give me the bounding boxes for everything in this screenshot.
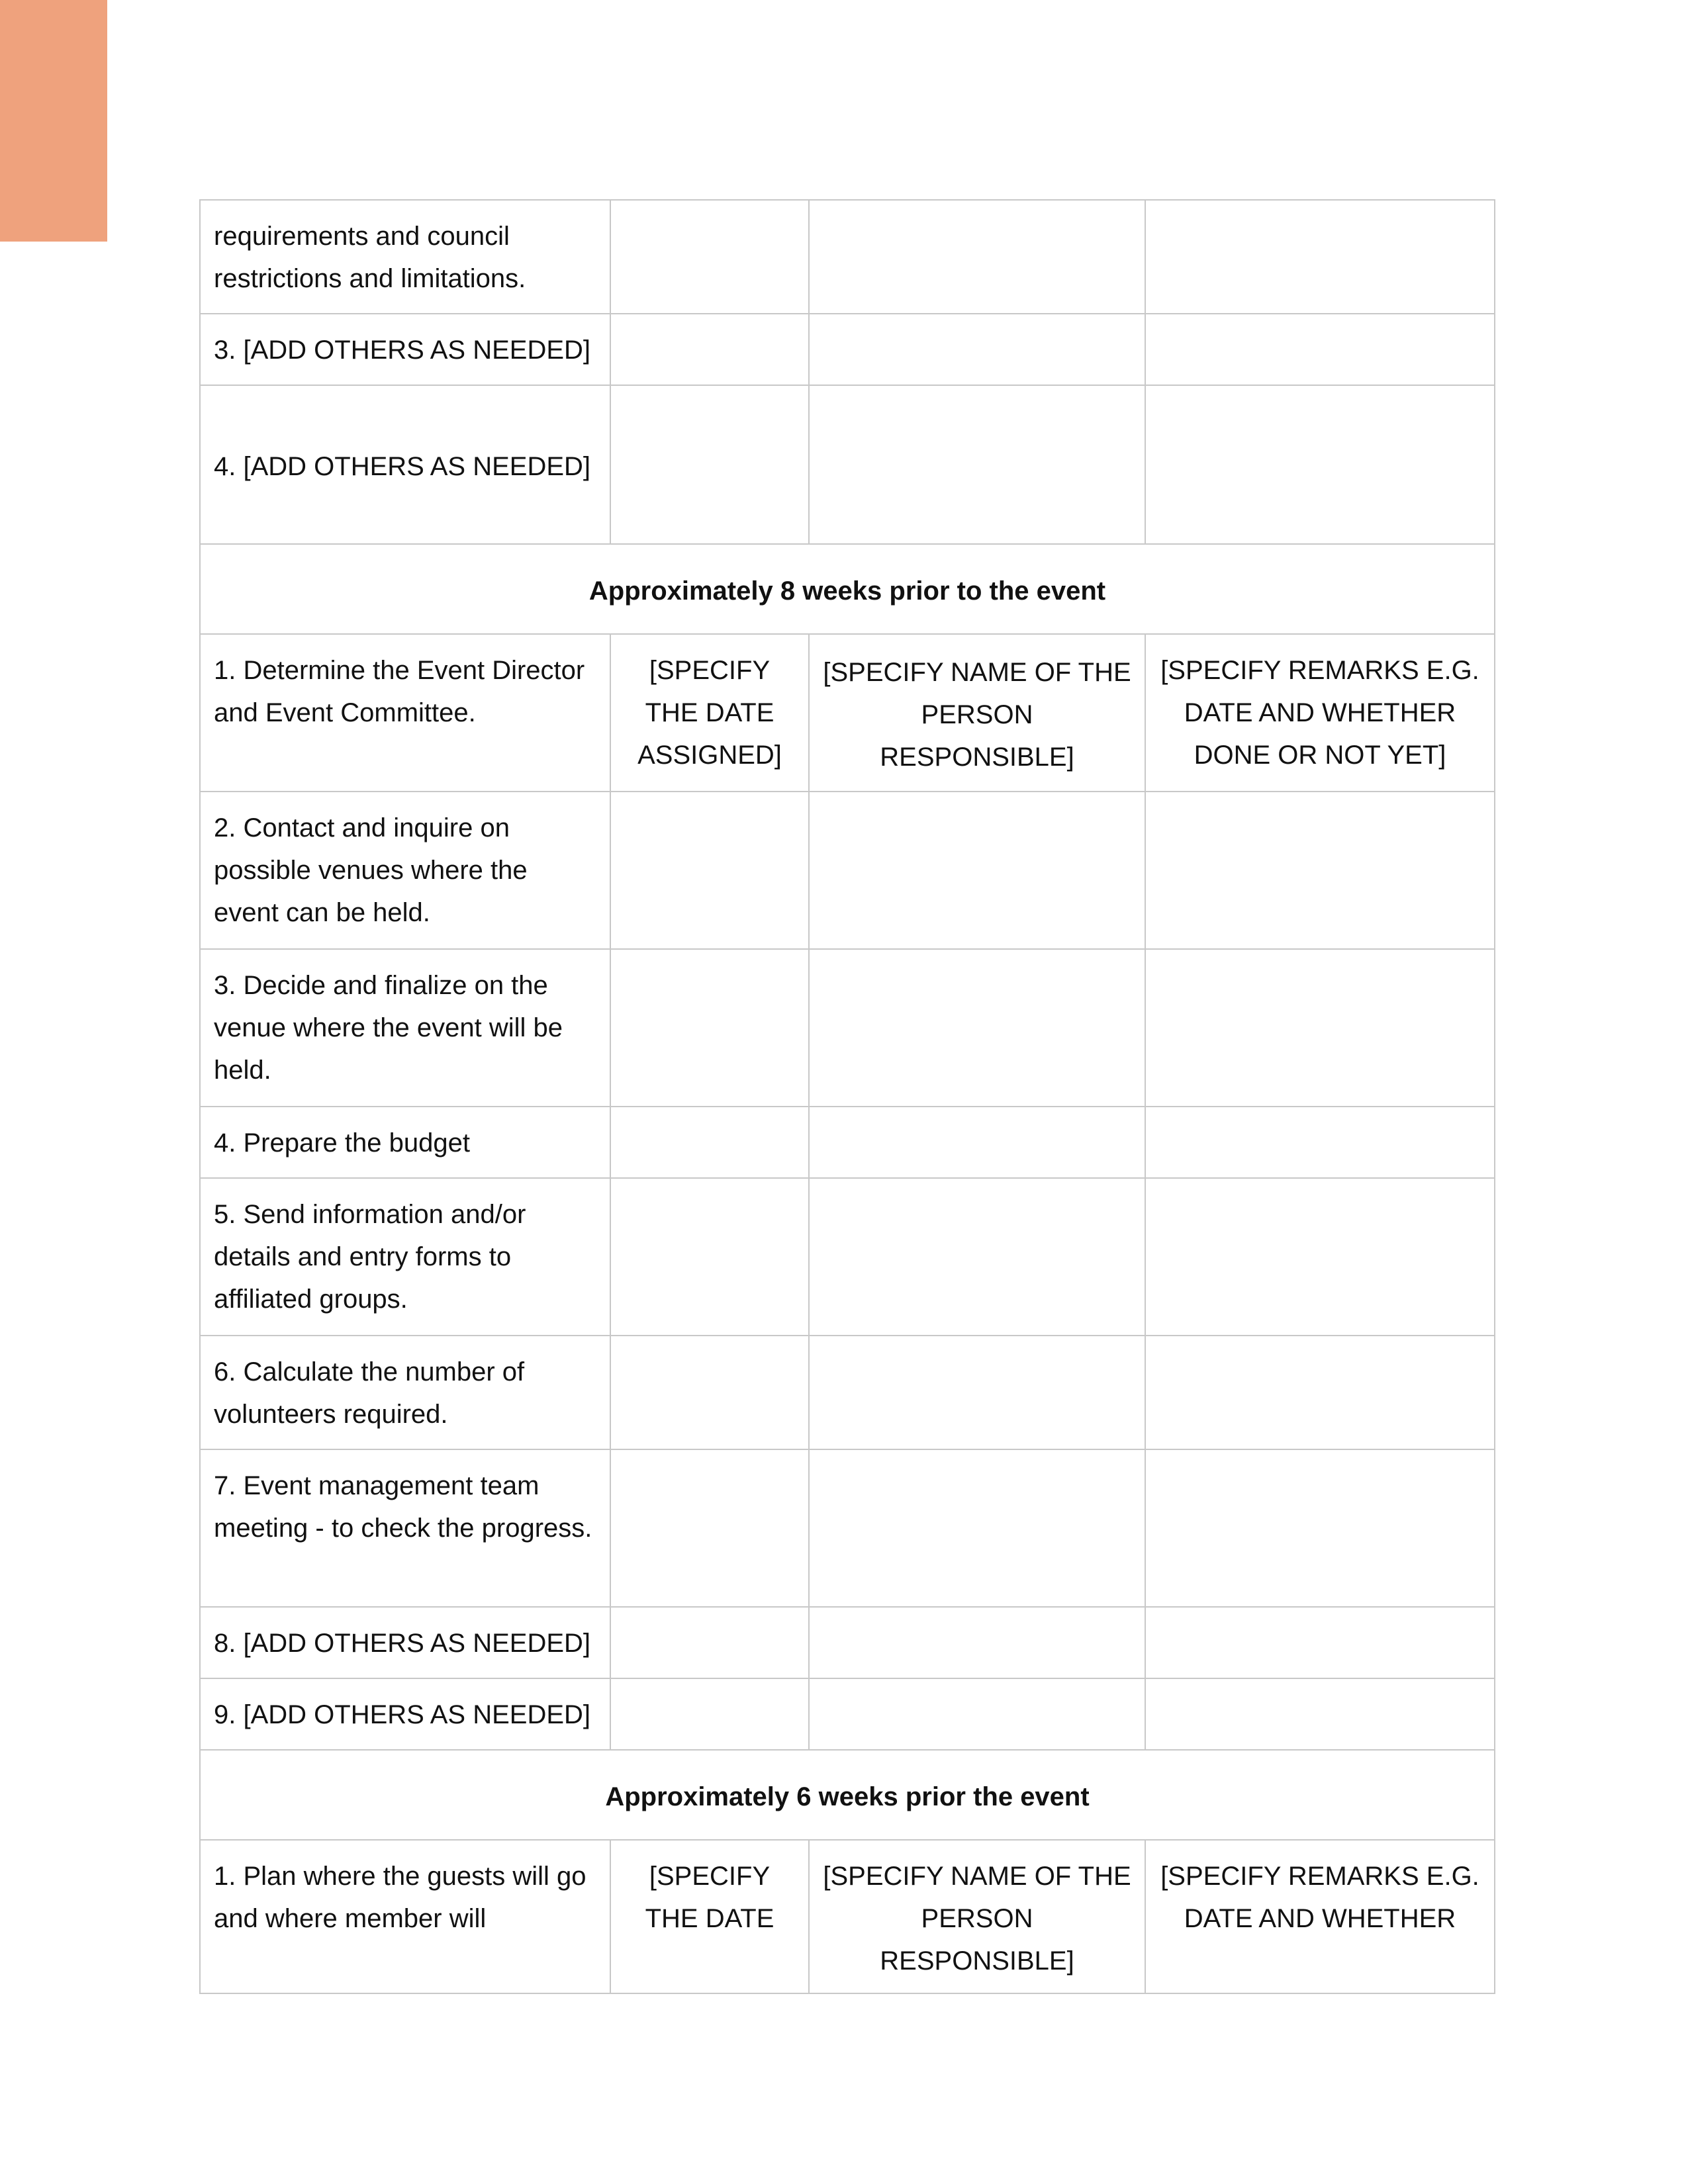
task-row (200, 1678, 1495, 1750)
task-cell: 4. Prepare the budget (200, 1107, 610, 1178)
event-plan-table (199, 199, 1495, 1994)
date-cell (610, 792, 809, 949)
task-row (200, 634, 1495, 792)
task-row (200, 1449, 1495, 1607)
date-cell (610, 385, 809, 544)
date-cell (610, 314, 809, 385)
person-cell (809, 385, 1145, 544)
remarks-cell (1145, 949, 1495, 1107)
task-row (200, 1607, 1495, 1678)
remarks-cell (1145, 1607, 1495, 1678)
person-cell (809, 1107, 1145, 1178)
remarks-cell (1145, 314, 1495, 385)
remarks-cell (1145, 1107, 1495, 1178)
person-cell: [SPECIFY NAME OF THE PERSON RESPONSIBLE] (809, 1840, 1145, 1993)
task-cell: requirements and council restrictions and limitations. (200, 200, 610, 314)
task-cell: 5. Send information and/or details and entry forms to affiliated groups. (200, 1178, 610, 1336)
task-row (200, 1336, 1495, 1449)
person-cell (809, 1449, 1145, 1607)
person-cell (809, 314, 1145, 385)
section-header-row (200, 544, 1495, 634)
task-cell: 7. Event management team meeting - to check the progress. (200, 1449, 610, 1607)
remarks-cell: [SPECIFY REMARKS E.G. DATE AND WHETHER (1145, 1840, 1495, 1993)
remarks-cell (1145, 1678, 1495, 1750)
remarks-cell (1145, 385, 1495, 544)
person-cell (809, 1336, 1145, 1449)
date-cell: [SPECIFY THE DATE (610, 1840, 809, 1993)
person-cell (809, 1678, 1145, 1750)
date-cell (610, 1607, 809, 1678)
date-cell: [SPECIFY THE DATE ASSIGNED] (610, 634, 809, 792)
person-cell (809, 1178, 1145, 1336)
task-cell: 2. Contact and inquire on possible venues where the event can be held. (200, 792, 610, 949)
task-row (200, 1840, 1495, 1993)
date-cell (610, 1178, 809, 1336)
task-row (200, 1107, 1495, 1178)
person-cell (809, 792, 1145, 949)
task-row (200, 792, 1495, 949)
date-cell (610, 1678, 809, 1750)
task-cell: 4. [ADD OTHERS AS NEEDED] (200, 385, 610, 544)
person-cell (809, 200, 1145, 314)
task-cell: 3. [ADD OTHERS AS NEEDED] (200, 314, 610, 385)
task-row (200, 314, 1495, 385)
section-header-row (200, 1750, 1495, 1840)
task-cell: 9. [ADD OTHERS AS NEEDED] (200, 1678, 610, 1750)
section-title: Approximately 6 weeks prior the event (200, 1750, 1495, 1840)
task-cell: 1. Determine the Event Director and Event Committee. (200, 634, 610, 792)
person-cell (809, 1607, 1145, 1678)
task-cell: 6. Calculate the number of volunteers required. (200, 1336, 610, 1449)
remarks-cell (1145, 1178, 1495, 1336)
task-row (200, 200, 1495, 314)
person-cell: [SPECIFY NAME OF THE PERSON RESPONSIBLE] (809, 634, 1145, 792)
date-cell (610, 1449, 809, 1607)
date-cell (610, 1336, 809, 1449)
task-row (200, 949, 1495, 1107)
section-title: Approximately 8 weeks prior to the event (200, 544, 1495, 634)
date-cell (610, 949, 809, 1107)
accent-block (0, 0, 107, 242)
task-row (200, 1178, 1495, 1336)
task-cell: 8. [ADD OTHERS AS NEEDED] (200, 1607, 610, 1678)
remarks-cell (1145, 1336, 1495, 1449)
task-cell: 3. Decide and finalize on the venue where the event will be held. (200, 949, 610, 1107)
remarks-cell (1145, 792, 1495, 949)
date-cell (610, 200, 809, 314)
remarks-cell: [SPECIFY REMARKS E.G. DATE AND WHETHER DONE OR NOT YET] (1145, 634, 1495, 792)
person-cell (809, 949, 1145, 1107)
task-row (200, 385, 1495, 544)
remarks-cell (1145, 1449, 1495, 1607)
date-cell (610, 1107, 809, 1178)
remarks-cell (1145, 200, 1495, 314)
task-cell: 1. Plan where the guests will go and where member will (200, 1840, 610, 1993)
